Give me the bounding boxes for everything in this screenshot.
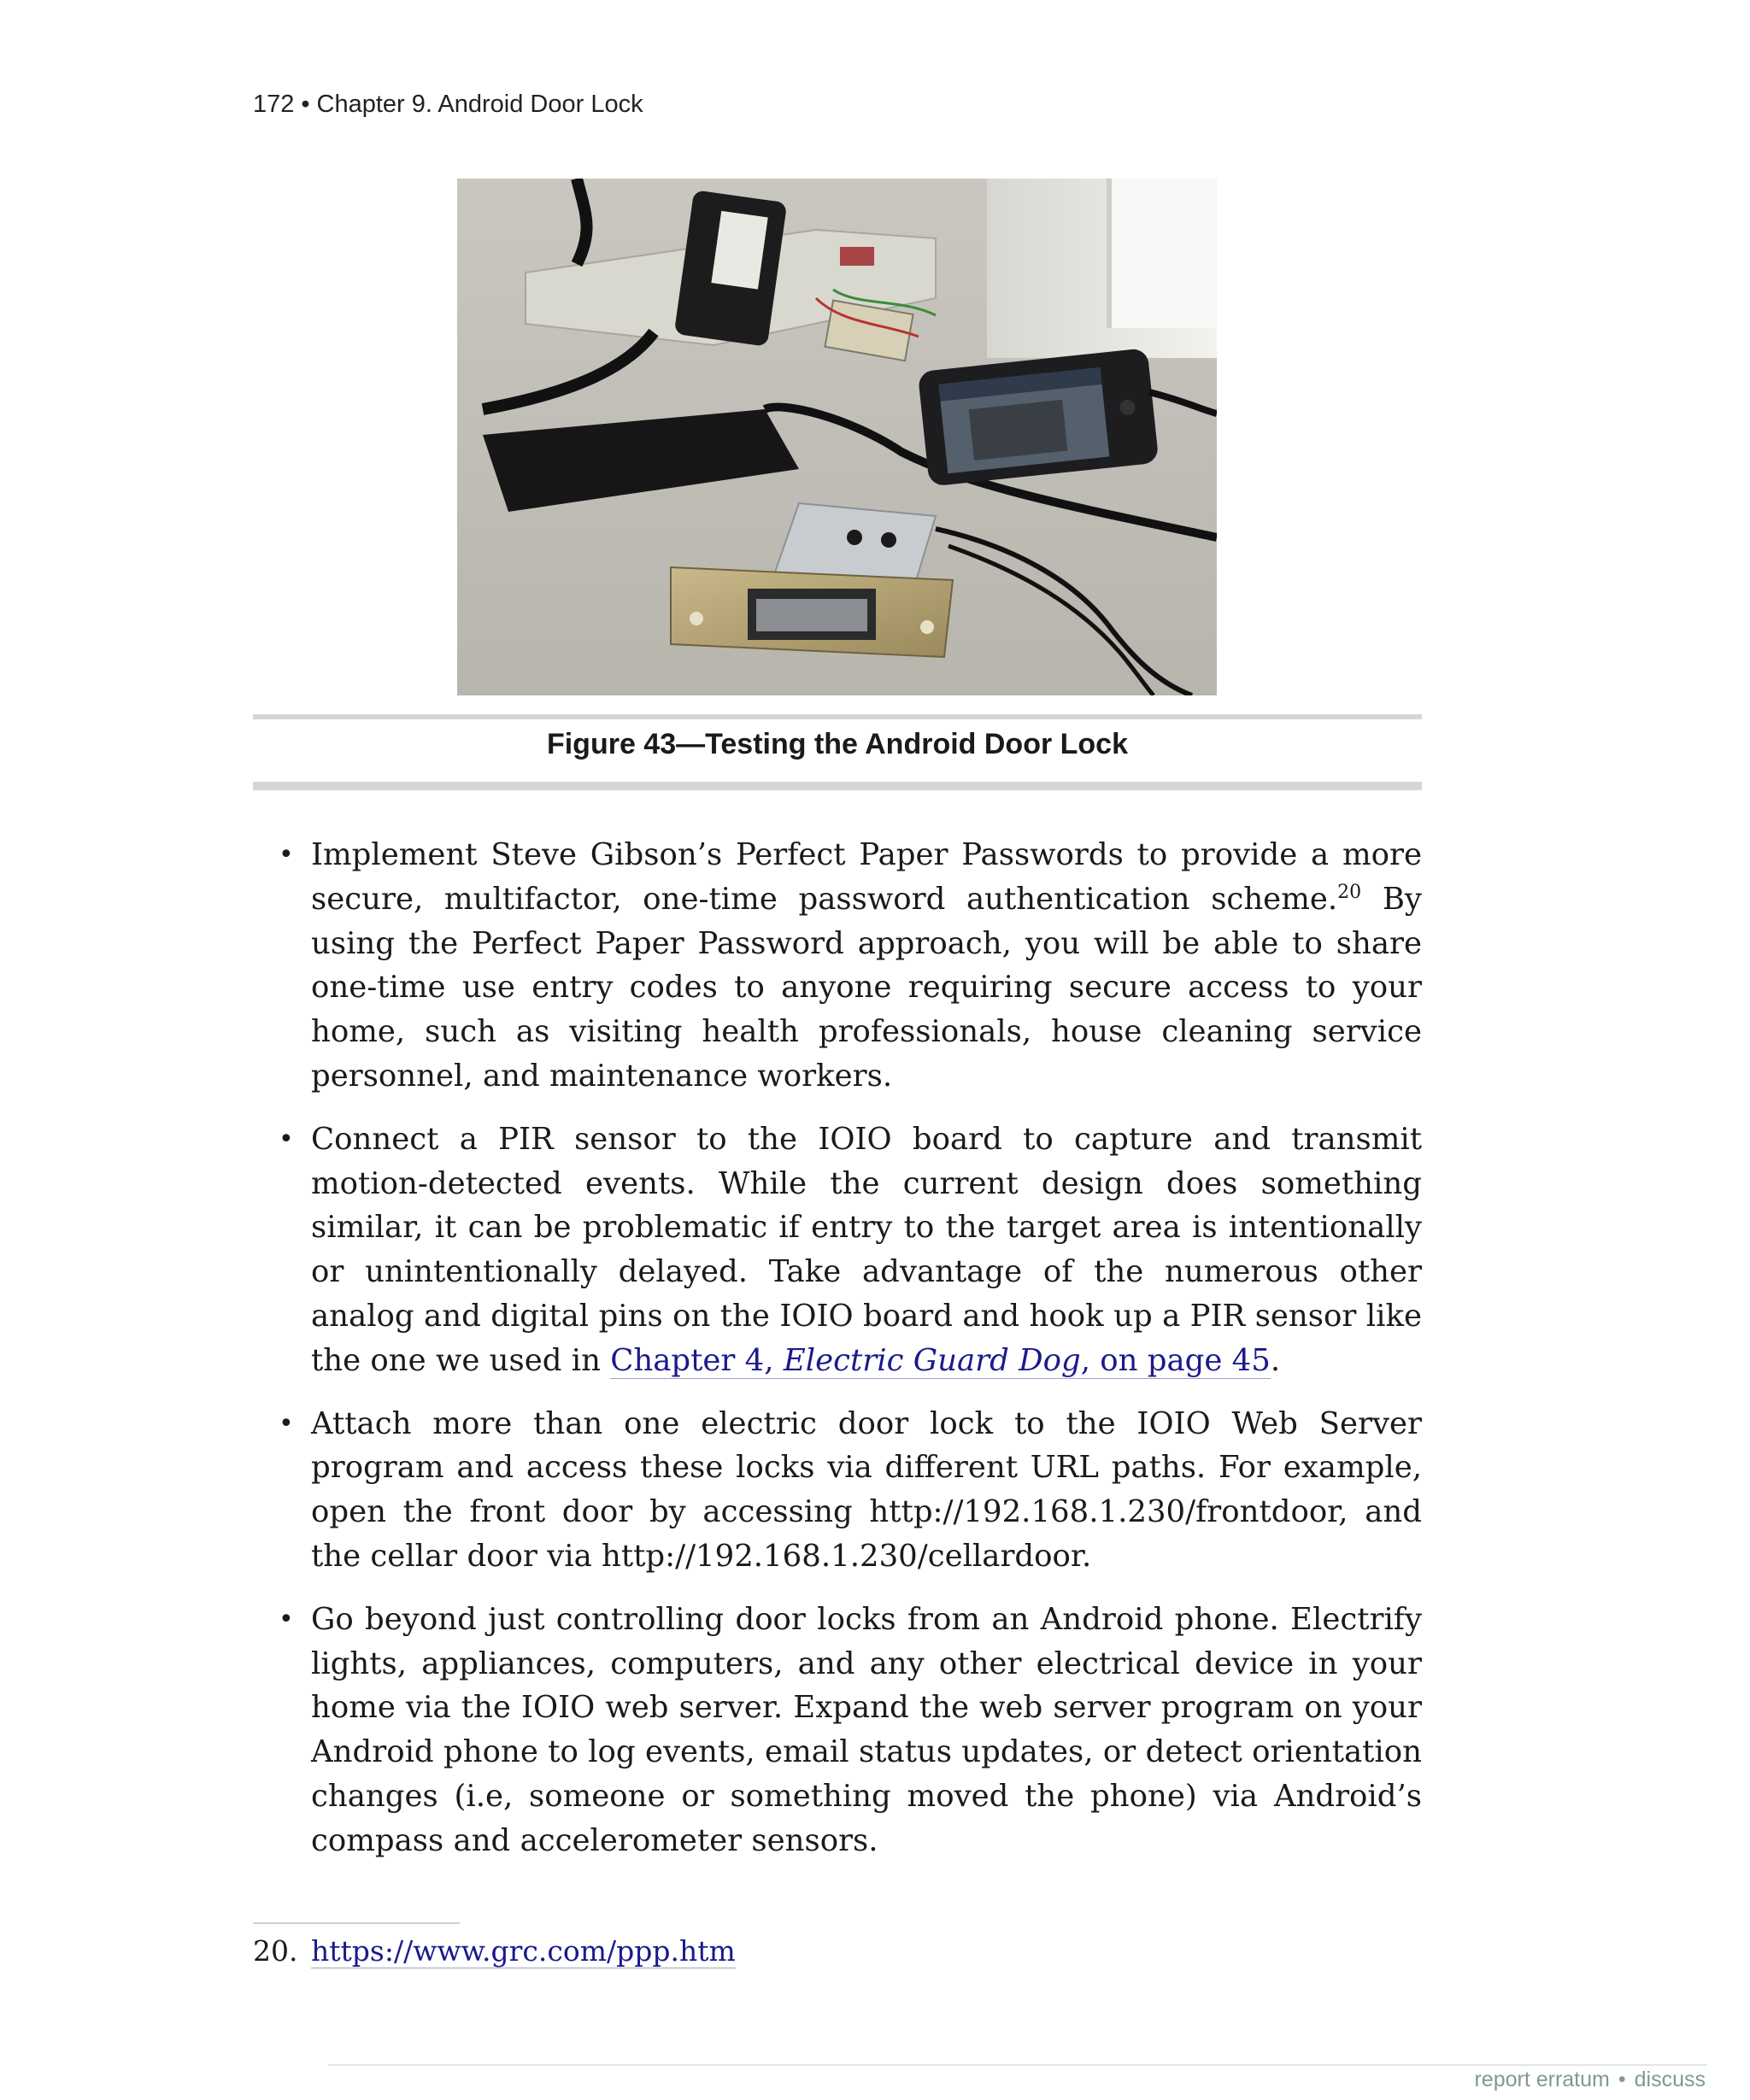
bullet-text: Go beyond just controlling door locks from an Android phone. Electrify lights, appliances, computers, and any other electrical device in your home via the IOIO web server. Expand the web server program on your Android phone to log events, email status updates, or detect orientation changes (i.e, someone or something moved the phone) via Android’s compass and accelerometer sensors.	[311, 1601, 1422, 1858]
bullet-icon: •	[279, 840, 294, 870]
footnote-url-link[interactable]: https://www.grc.com/ppp.htm	[311, 1934, 736, 1968]
link-suffix: , on page 45	[1080, 1342, 1271, 1378]
list-item	[253, 833, 1422, 1099]
bullet-text: .	[1270, 1342, 1281, 1378]
footnote-ref[interactable]: 20	[1337, 881, 1362, 903]
running-header	[253, 91, 643, 119]
bullet-text: Implement Steve Gibson’s Perfect Paper Passwords to provide a more secure, multifactor, one-time password authentication scheme.	[311, 837, 1422, 917]
bullet-text: By using the Perfect Paper Password approach, you will be able to share one-time use entry codes to anyone requiring secure access to your home, such as visiting health professionals, house cleaning service personnel, and maintenance workers.	[311, 881, 1422, 1094]
chapter-cross-reference-link[interactable]	[610, 1343, 1271, 1379]
bullet-icon: •	[279, 1408, 294, 1439]
caption-rule-top	[253, 714, 1422, 719]
footnote-number: 20.	[253, 1934, 298, 1968]
list-item	[253, 1598, 1422, 1863]
header-separator: •	[301, 91, 310, 118]
feature-ideas-list	[253, 833, 1422, 1882]
bullet-icon: •	[279, 1123, 294, 1154]
photo-illustration	[457, 179, 1217, 695]
footnote	[253, 1934, 736, 1968]
page-number: 172	[253, 91, 295, 118]
page-footer	[1474, 2068, 1706, 2092]
list-item	[253, 1402, 1422, 1579]
footnote-divider	[253, 1922, 460, 1924]
caption-rule-bottom	[253, 782, 1422, 790]
link-title: Electric Guard Dog	[783, 1342, 1081, 1378]
footer-separator: •	[1618, 2068, 1626, 2091]
bullet-text: Connect a PIR sensor to the IOIO board to capture and transmit motion-detected events. While the current design does something similar, it can be problematic if entry to the target area is intentionally or unintentionally delayed. Take advantage of the numerous other analog and digital pins on the IOIO board and hook up a PIR sensor like the one we used in	[311, 1121, 1422, 1378]
chapter-title: Chapter 9. Android Door Lock	[316, 91, 643, 118]
report-erratum-link[interactable]: report erratum	[1474, 2068, 1610, 2091]
bullet-icon: •	[279, 1604, 294, 1634]
figure-caption: Figure 43—Testing the Android Door Lock	[546, 728, 1129, 760]
bullet-text: Attach more than one electric door lock to the IOIO Web Server program and access these locks via different URL paths. For example, open the front door by accessing http://192.168.1.230/frontdoor, and the cellar door via http://192.168.1.230/cellardoor.	[311, 1405, 1422, 1574]
link-prefix: Chapter 4,	[610, 1342, 784, 1378]
door-lock-photo	[457, 179, 1217, 695]
footer-divider	[328, 2064, 1707, 2066]
list-item	[253, 1117, 1422, 1383]
discuss-link[interactable]: discuss	[1634, 2068, 1706, 2091]
